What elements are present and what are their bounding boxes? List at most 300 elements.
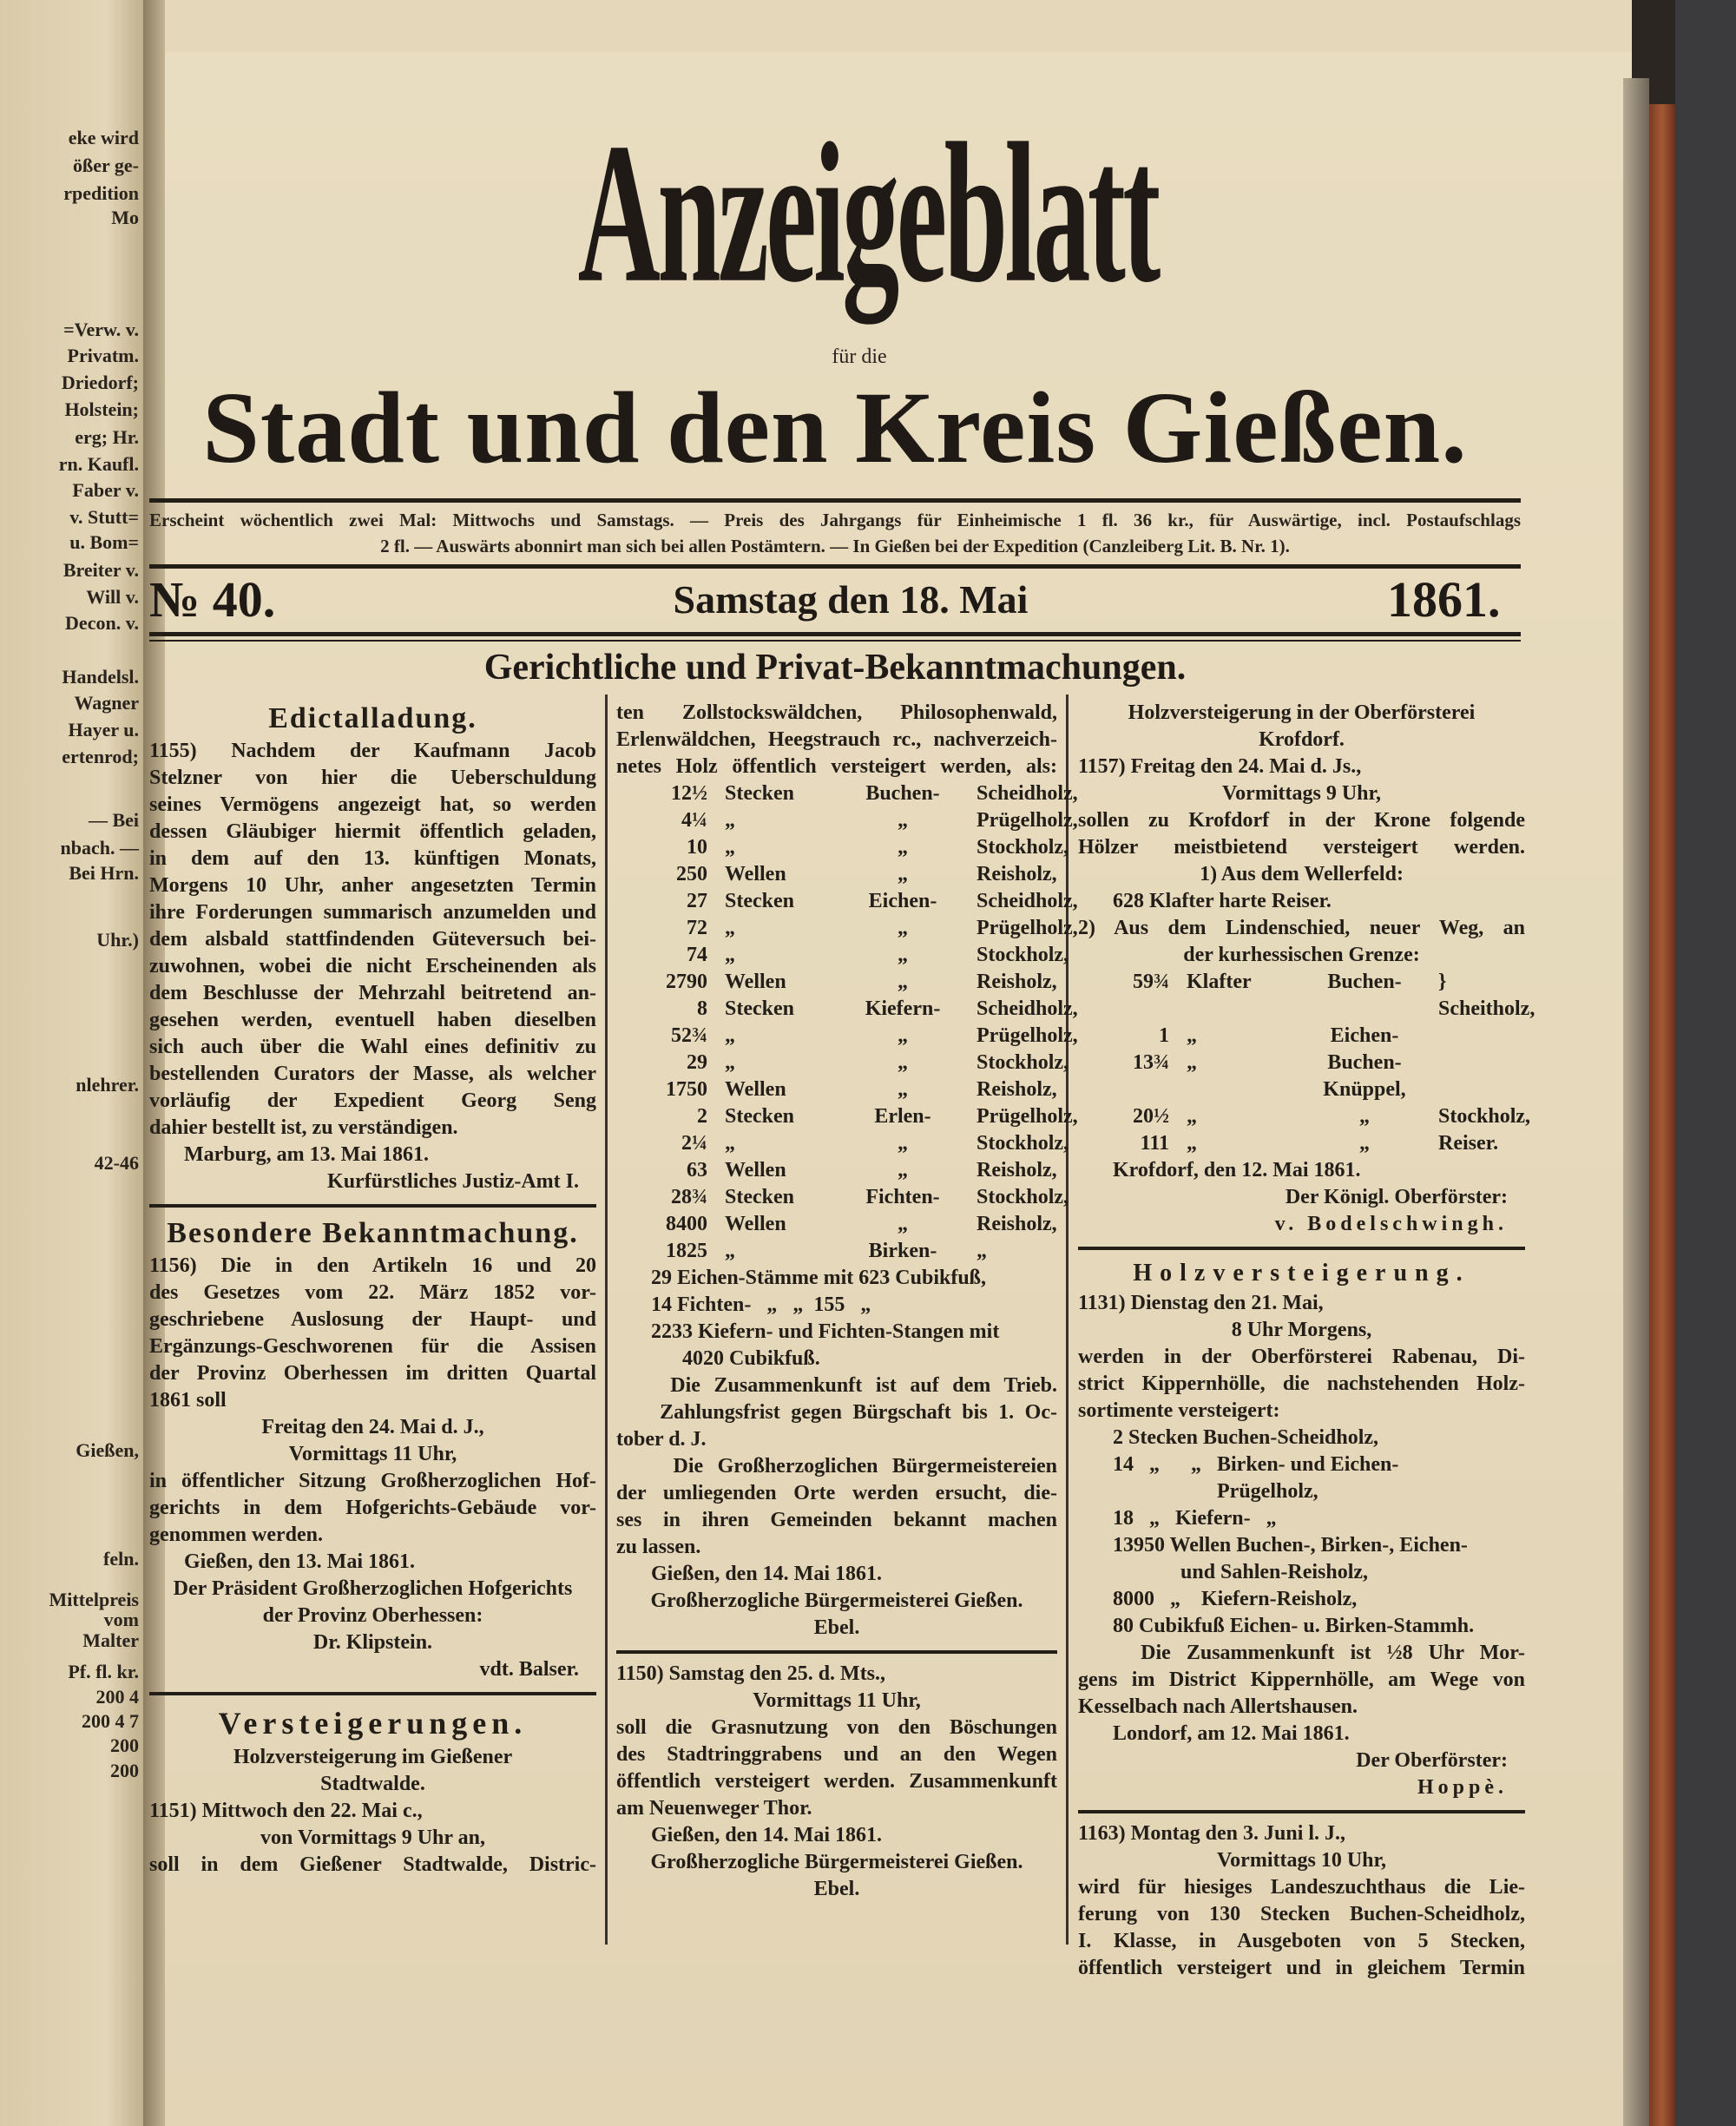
wood-lot-line: 14 Fichten- „ „ 155 „ [651,1293,871,1316]
notice-signature: Kurfürstliches Justiz-Amt I. [327,1170,579,1193]
notice-heading: Holzversteigerung. [1133,1260,1470,1287]
wood-lot-line: 8000 „ Kiefern-Reisholz, [1113,1588,1358,1610]
notice-text-line: seines Vermögens angezeigt hat, so werden [149,793,596,816]
lot-kind: } Scheitholz, [1438,971,1535,1020]
heading-block [149,1214,596,1253]
notice-text-line [149,1879,596,1906]
notice-text-line: Die Großherzoglichen Bürgermeistereien [616,1455,1057,1478]
notice-divider [1078,1247,1525,1250]
lot-species: „ [898,1051,908,1074]
lot-kind: Scheidholz, [976,782,1078,805]
lot-unit: „ [725,1024,735,1047]
notice-text-line: dessen Gläubiger hiermit öffentlich geladen, [149,820,596,843]
notice-text-line: des Gesetzes vom 22. März 1852 vor- [149,1281,596,1304]
rule-block [149,1204,596,1208]
center-block [1078,942,1525,969]
issue-rule-bottom-thin [149,640,1521,642]
lot-quantity: 72 [687,917,707,939]
left-page-fragment: Uhr.) [96,929,139,951]
notice-text-line: 1131) Dienstag den 21. Mai, [1078,1292,1324,1314]
wood-lot-row [616,834,1069,861]
paper-top [165,0,1632,52]
column-separator [605,694,608,1945]
notice-text-line: ten Zollstockswäldchen, Philosophenwald, [616,701,1057,724]
lot-quantity: 59¾ [1133,971,1169,993]
left-page-fragment: Will v. [86,586,139,608]
issue-date: Samstag den 18. Mai [673,577,1029,622]
notice-text-line: strict Kippernhölle, die nachstehenden Holz- [1078,1372,1525,1395]
lot-quantity: 29 [687,1051,707,1074]
notice-text-line: dahier bestellt ist, zu verständigen. [149,1116,458,1139]
para-block [616,1453,1057,1561]
notice-text-line: gerichts in dem Hofgerichts-Gebäude vor- [149,1497,596,1519]
notice-divider [149,1204,596,1208]
lot-unit: „ [725,809,735,832]
para-block [616,1399,1057,1453]
issue-rule-bottom [149,632,1521,636]
lot-species: „ [898,1078,908,1101]
para-block [149,1253,596,1414]
notice-text-line: dem alsbald stattfindenden Güteversuch bei- [149,928,596,951]
wood-lot-row [616,888,1078,915]
lot-species: Buchen-Knüppel, [1323,1051,1406,1101]
lot-unit: „ [725,836,735,859]
wood-lot-row [1078,1050,1525,1103]
lot-quantity: 2790 [666,971,707,993]
left-page-fragment: Holstein; [64,398,139,420]
notice-date: Gießen, den 14. Mai 1861. [651,1563,883,1585]
lot-quantity: 2 [697,1105,707,1128]
lot-species: Eichen- [1330,1024,1399,1047]
wood-lot-line: 628 Klafter harte Reiser. [1113,890,1332,912]
issue-rule-top [149,564,1521,569]
masthead-title-text: Anzeigeblatt [578,101,1158,325]
notice-date: Gießen, den 13. Mai 1861. [184,1550,416,1573]
sig-block [149,1168,596,1195]
lot-kind: Prügelholz, [976,917,1078,939]
left-page-fragment: eke wird [68,127,139,148]
lot-quantity: 63 [687,1159,707,1181]
notice-text-line: netes Holz öffentlich versteigert werden, als: [616,755,1057,778]
lot-species: Kiefern- [865,997,941,1020]
notice-text-line: Morgens 10 Uhr, anher angesetzten Termin [149,874,596,897]
notice-text-line: ses in ihren Gemeinden bekannt machen [616,1509,1057,1531]
lot-kind: Prügelholz, [976,1024,1078,1047]
center-block [1078,1317,1525,1344]
notice-centered-line: Holzversteigerung im Gießener [233,1746,513,1768]
date-block [1078,1721,1525,1748]
notice-text-line: bestellenden Curators der Masse, als welcher [149,1063,596,1085]
notice-text-line: werden in der Oberförsterei Rabenau, Di- [1078,1346,1525,1368]
lot-kind [1438,1050,1525,1103]
notice-text-line: sortimente versteigert: [1078,1399,1280,1422]
lot-unit: „ [725,1051,735,1074]
wood-lot-line: 2233 Kiefern- und Fichten-Stangen mit [651,1320,1000,1343]
notice-text-line: zu lassen. [616,1536,701,1558]
lot-unit: Klafter [1187,971,1252,993]
lot-unit: Stecken [725,782,794,805]
lot-species: „ [898,863,908,885]
wood-lot-row [616,1050,1069,1076]
rule-block [616,1650,1057,1654]
center-block [149,1414,596,1468]
lot-species: Buchen- [865,782,940,805]
notice-signature: Der Oberförster: [1356,1749,1508,1772]
lot-quantity: 1 [1159,1024,1169,1047]
para-block [1078,1820,1525,1847]
notice-centered-line: Vormittags 11 Uhr, [753,1689,921,1712]
notice-centered-line: Krofdorf. [1259,728,1345,751]
notice-text-line: Erlenwäldchen, Heegstrauch rc., nachverzeich- [616,728,1057,751]
wood-lot-row [1078,1130,1525,1157]
lot-quantity: 250 [676,863,707,885]
wood-lot-line: Prügelholz, [1113,1480,1318,1503]
sig-block [1078,1184,1525,1238]
notice-text-line: I. Klasse, in Ausgeboten von 5 Stecken, [1078,1930,1525,1952]
center-block [616,1588,1057,1642]
lot-kind: Stockholz, [976,1051,1069,1074]
wood-lot-row [616,996,1078,1023]
left-page-fragment: 200 [110,1734,139,1756]
lot-species: „ [898,809,908,832]
para-block [616,1715,1057,1822]
para-block [616,1372,1057,1399]
para-block [616,700,1057,780]
lot-unit: Wellen [725,1159,786,1181]
lot-kind: „ [976,1240,987,1262]
issue-year: 1861. [1387,571,1501,628]
center-block [149,1744,596,1798]
left-page-fragment: 200 4 [95,1686,139,1708]
left-page-fragment: Privatm. [67,345,139,366]
left-page-fragment: Mo [111,207,139,228]
lot-quantity: 8 [697,997,707,1020]
left-page-fragment: Wagner [74,692,139,714]
notice-heading: Edictalladung. [268,702,477,734]
notice-centered-line: der kurhessischen Grenze: [1183,944,1420,966]
notice-text-line: Die Zusammenkunft ist ½8 Uhr Mor- [1078,1642,1525,1664]
notice-text-line: ferung von 130 Stecken Buchen-Scheidholz, [1078,1903,1525,1925]
lot-kind: Reisholz, [976,1159,1057,1181]
notice-centered-line: Vormittags 11 Uhr, [288,1443,457,1465]
notice-text-line: 2) Aus dem Lindenschied, neuer Weg, an [1078,917,1525,939]
notice-date: Gießen, den 14. Mai 1861. [651,1824,883,1846]
center-block [1078,1847,1525,1874]
lot-species: Eichen- [868,890,937,912]
lot-species: „ [898,1024,908,1047]
lot-unit: Wellen [725,863,786,885]
rule-block [1078,1247,1525,1250]
lot-kind: Stockholz, [976,1132,1069,1155]
left-page-fragment: vom [103,1609,139,1630]
lot-kind [1438,1023,1525,1050]
notice-text-line: genommen werden. [149,1524,323,1546]
left-page-fragment: nbach. — [60,837,139,859]
notice-centered-line: 1) Aus dem Wellerfeld: [1200,863,1404,885]
notice-centered-line: Vormittags 9 Uhr, [1222,782,1381,805]
wood-lot-row [616,915,1078,942]
lot-quantity: 8400 [666,1213,707,1235]
center-block [616,1849,1057,1903]
wood-lot-row [1078,1023,1525,1050]
notice-text-line: öffentlich versteigert werden. Zusammenkunft [616,1770,1057,1793]
lot-species: Buchen- [1327,971,1402,993]
lot-quantity: 2¼ [681,1132,707,1155]
notice-text-line: 1150) Samstag den 25. d. Mts., [616,1662,886,1685]
wood-lot-line: 2 Stecken Buchen-Scheidholz, [1113,1426,1379,1449]
para-block [1078,807,1525,861]
column-separator [1066,694,1069,1945]
center-block [1078,780,1525,807]
lot-species: Erlen- [874,1105,931,1128]
lot-species: „ [1359,1132,1370,1155]
lot-kind: Reisholz, [976,1078,1057,1101]
masthead-title [0,101,1736,325]
left-page-fragment: feln. [103,1548,139,1570]
subscription-line-2: 2 fl. — Auswärts abonnirt man sich bei allen Postämtern. — In Gießen bei der Expedition (Canzleiberg Lit. B. Nr. 1). [380,536,1290,556]
notice-text-line: sich auch über die Wahl eines definitiv zu [149,1036,596,1058]
notice-text-line: Hölzer meistbietend versteigert werden. [1078,836,1525,859]
date-block [616,1561,1057,1588]
notice-text-line: 1155) Nachdem der Kaufmann Jacob [149,740,596,762]
lot-kind: Stockholz, [1438,1105,1531,1128]
lot-kind: Reisholz, [976,971,1057,993]
left-page-fragment: Decon. v. [65,612,139,634]
lot-unit: Stecken [725,997,794,1020]
list-block [616,1265,1057,1372]
lot-species: „ [898,944,908,966]
wood-lot-row [616,1184,1069,1211]
lot-unit: Stecken [725,1105,794,1128]
para-block [1078,915,1525,942]
notice-text-line: 1861 soll [149,1389,227,1412]
notice-text-line: Stelzner von hier die Ueberschuldung [149,767,596,789]
lot-species: „ [898,1159,908,1181]
para-block [616,1661,1057,1688]
wood-lot-row [616,1130,1069,1157]
rule-block [1078,1810,1525,1813]
notice-date: Marburg, am 13. Mai 1861. [184,1143,429,1166]
notice-text-line: Ergänzungs-Geschworenen für die Assisen [149,1335,596,1358]
left-page-fragment: — Bei [88,809,139,831]
lot-unit: „ [1187,1024,1197,1047]
notice-centered-line: 8 Uhr Morgens, [1231,1319,1372,1341]
wood-lot-row [616,1238,1057,1265]
left-page-fragment: Hayer u. [68,719,139,740]
notice-centered-line: Der Präsident Großherzoglichen Hofgerichts [173,1577,573,1600]
left-page-fragment: rpedition [63,182,139,204]
lot-unit: Wellen [725,1213,786,1235]
left-page-fragment: 200 [110,1760,139,1781]
left-page-fragment: Pf. fl. kr. [68,1661,139,1682]
masthead-rule [149,498,1521,503]
notice-centered-line: Großherzogliche Bürgermeisterei Gießen. [650,1851,1023,1873]
notice-centered-line: Ebel. [813,1878,860,1900]
notice-date: Londorf, am 12. Mai 1861. [1113,1722,1350,1745]
column-2 [616,700,1078,1903]
wood-lot-row [616,1023,1078,1050]
wood-lot-row [616,807,1078,834]
notice-centered-line: von Vormittags 9 Uhr an, [260,1827,485,1849]
lot-quantity: 74 [687,944,707,966]
notice-date: Krofdorf, den 12. Mai 1861. [1113,1159,1361,1181]
wood-lot-row [616,942,1069,969]
sig-block [1078,1748,1525,1801]
notice-centered-line: Ebel. [813,1616,860,1639]
book-edge-red [1649,104,1675,2126]
left-page-fragment: Bei Hrn. [69,862,139,884]
notice-divider [616,1650,1057,1654]
column-3 [1078,700,1535,1982]
wood-lot-line: 80 Cubikfuß Eichen- u. Birken-Stammh. [1113,1615,1475,1637]
wood-lot-row [616,1076,1057,1103]
left-page-fragment: Breiter v. [62,559,139,581]
left-page-fragment: ertenrod; [62,746,139,767]
notice-text-line: in öffentlicher Sitzung Großherzoglichen Hof- [149,1470,596,1492]
para-block [1078,754,1525,780]
heading-block [149,700,596,738]
lot-kind: Scheidholz, [976,890,1078,912]
lot-unit: „ [725,944,735,966]
column-1 [149,700,596,1906]
wood-lot-line: 29 Eichen-Stämme mit 623 Cubikfuß, [651,1267,987,1289]
notice-heading: Besondere Bekanntmachung. [167,1217,579,1249]
lot-kind: Stockholz, [976,944,1069,966]
notice-heading: Versteigerungen. [218,1706,528,1741]
notice-text-line: geschriebene Auslosung der Haupt- und [149,1308,596,1331]
notice-centered-line: Stadtwalde. [320,1773,425,1795]
left-page-fragment: rn. Kaufl. [58,453,139,475]
lot-quantity: 1750 [666,1078,707,1101]
lot-kind: Stockholz, [976,1186,1069,1208]
lot-species: Birken- [868,1240,937,1262]
para-block [1078,1290,1525,1317]
center-block [1078,861,1525,888]
lot-species: „ [1359,1105,1370,1128]
wood-lot-row [616,1211,1057,1238]
notice-text-line: am Neuenweger Thor. [616,1797,812,1820]
masthead-region: Stadt und den Kreis Gießen. [202,371,1468,484]
left-page-fragment: Mittelpreis [49,1589,139,1610]
center-block [149,1576,596,1656]
left-page-fragment: 42-46 [94,1152,139,1174]
lot-unit: Wellen [725,1078,786,1101]
heading-large-block [149,1702,596,1744]
lot-quantity: 12½ [671,782,707,805]
notice-text-line: dem Beschlusse der Mehrzahl beitretend an- [149,982,596,1004]
wood-lot-row [1078,1103,1531,1130]
date-block [149,1142,596,1168]
lot-species: Fichten- [865,1186,940,1208]
book-cover [1675,0,1736,2126]
lot-quantity: 111 [1140,1132,1169,1155]
notice-divider [1078,1810,1525,1813]
lot-kind: Scheidholz, [976,997,1078,1020]
lot-unit: „ [725,1240,735,1262]
notice-centered-line: Dr. Klipstein. [312,1631,433,1654]
date-block [149,1549,596,1576]
notice-text-line: 1157) Freitag den 24. Mai d. Js., [1078,755,1362,778]
para-block [1078,1874,1525,1982]
wood-lot-line: und Sahlen-Reisholz, [1113,1561,1369,1583]
notice-text-line: sollen zu Krofdorf in der Krone folgende [1078,809,1525,832]
notice-text-line: der Provinz Oberhessen im dritten Quartal [149,1362,596,1385]
wood-lot-line: 14 „ „ Birken- und Eichen- [1113,1453,1399,1476]
lot-kind: Prügelholz, [976,1105,1078,1128]
wood-lot-row [616,780,1078,807]
lot-unit: „ [725,1132,735,1155]
notice-text-line: gens im District Kippernhölle, am Wege von [1078,1669,1525,1691]
lot-quantity: 28¾ [671,1186,707,1208]
wood-lot-line: 4020 Cubikfuß. [651,1347,820,1370]
lot-unit: „ [1187,1105,1197,1128]
left-page-fragment: Faber v. [72,479,139,501]
rule-block [149,1692,596,1695]
table-block [616,780,1078,1265]
list-block [1078,1425,1525,1640]
para-block [1078,1344,1525,1425]
notice-text-line: Zahlungsfrist gegen Bürgschaft bis 1. Oc- [616,1401,1057,1424]
notice-signature: vdt. Balser. [479,1658,579,1681]
para-block [149,1852,596,1906]
para-block [149,1468,596,1549]
lot-quantity: 13¾ [1133,1051,1169,1074]
notice-signature: v. Bodelschwingh. [1274,1213,1508,1235]
left-page-fragment: =Verw. v. [63,319,139,340]
lot-quantity: 52¾ [671,1024,707,1047]
lot-quantity: 10 [687,836,707,859]
notice-text-line: Kesselbach nach Allertshausen. [1078,1695,1358,1718]
notice-signature: Der Königl. Oberförster: [1285,1186,1508,1208]
left-page-fragment: nlehrer. [76,1074,139,1096]
para-block [149,1798,596,1825]
table-block [1078,969,1535,1157]
wood-lot-row [1078,969,1535,1023]
left-page-fragment: Malter [82,1629,139,1651]
left-page-fragment: 200 4 7 [82,1710,139,1732]
notice-text-line: soll in dem Gießener Stadtwalde, Distric- [149,1853,596,1876]
date-block [1078,1157,1525,1184]
sig-block [149,1656,596,1683]
left-page-fragment: v. Stutt= [69,506,139,528]
wood-lot-line: 18 „ Kiefern- „ [1113,1507,1277,1530]
lot-unit: „ [725,917,735,939]
notice-text-line: öffentlich versteigert und in gleichem Termin [1078,1957,1525,1979]
lot-kind: Reisholz, [976,863,1057,885]
notice-signature: Hoppè. [1417,1776,1508,1799]
notice-text-line: Die Zusammenkunft ist auf dem Trieb. [616,1374,1057,1397]
notice-centered-line: Freitag den 24. Mai d. J., [261,1416,484,1438]
masthead-subtitle: für die [832,346,887,368]
left-page-fragment: Handelsl. [62,666,139,688]
notice-centered-line: Holzversteigerung in der Oberförsterei [1128,701,1476,724]
notice-text-line: der umliegenden Orte werden ersucht, die- [616,1482,1057,1504]
notice-centered-line: der Provinz Oberhessen: [262,1604,483,1627]
left-page-fragment: u. Bom= [69,531,139,553]
lot-unit: Wellen [725,971,786,993]
heading-spaced-block [1078,1257,1525,1290]
notice-text-line: 1163) Montag den 3. Juni l. J., [1078,1822,1346,1845]
notice-text-line: 1151) Mittwoch den 22. Mai c., [149,1800,423,1822]
issue-number: № 40. [149,571,276,628]
list-block [1078,888,1525,915]
left-page-fragment: Gießen, [76,1439,139,1461]
lot-unit: Stecken [725,890,794,912]
notice-text-line: wird für hiesiges Landeszuchthaus die Lie- [1078,1876,1525,1899]
lot-species: „ [898,1213,908,1235]
lot-quantity: 20½ [1133,1105,1169,1128]
notice-divider [149,1692,596,1695]
